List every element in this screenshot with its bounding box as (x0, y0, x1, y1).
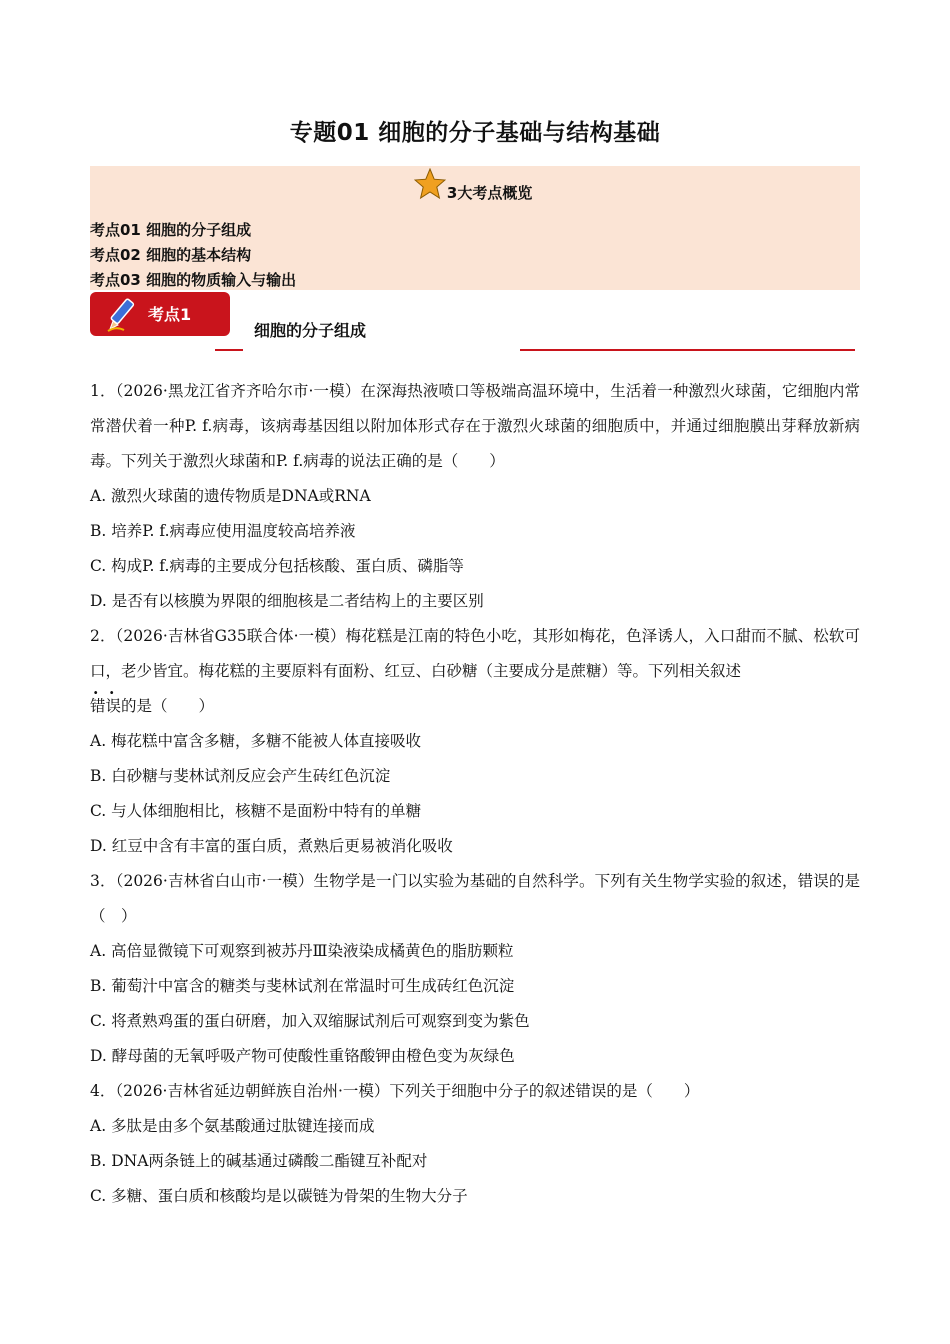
question-option: A. 梅花糕中富含多糖，多糖不能被人体直接吸收 (90, 732, 422, 750)
overview-item[interactable]: 考点03 细胞的物质输入与输出 (90, 271, 297, 289)
overview-heading-text: 3大考点概览 (446, 183, 533, 202)
overview-item[interactable]: 考点02 细胞的基本结构 (90, 246, 252, 264)
question-option: C. 将煮熟鸡蛋的蛋白研磨，加入双缩脲试剂后可观察到变为紫色 (90, 1012, 530, 1030)
question-stem-tail: 错误的是（ ） (90, 697, 215, 715)
question-option: C. 构成P. f.病毒的主要成分包括核酸、蛋白质、磷脂等 (90, 557, 464, 575)
question-option: A. 激烈火球菌的遗传物质是DNA或RNA (90, 487, 371, 505)
question-stem: 2．（2026·吉林省G35联合体·一模）梅花糕是江南的特色小吃，其形如梅花，色泽诱人，入口甜而不腻、松软可口，老少皆宜。梅花糕的主要原料有面粉、红豆、白砂糖（主要成分是蔗糖）等。下列相关叙述 (90, 627, 860, 680)
question-option: B. 葡萄汁中富含的糖类与斐林试剂在常温时可生成砖红色沉淀 (90, 977, 515, 995)
overview-box (90, 166, 860, 290)
question-stem: 4．（2026·吉林省延边朝鲜族自治州·一模）下列关于细胞中分子的叙述错误的是（ ） (90, 1082, 700, 1100)
pencil-icon (104, 296, 142, 334)
emphasis-dot: . (93, 679, 99, 698)
question-option: B. DNA两条链上的碱基通过磷酸二酯键互补配对 (90, 1152, 428, 1170)
question-option: D. 是否有以核膜为界限的细胞核是二者结构上的主要区别 (90, 592, 484, 610)
question-stem: 1．（2026·黑龙江省齐齐哈尔市·一模）在深海热液喷口等极端高温环境中，生活着一种激烈火球菌，它细胞内常常潜伏着一种P. f.病毒，该病毒基因组以附加体形式存在于激烈火球菌的细胞质中，并通过细胞膜出芽释放新病毒。下列关于激烈火球菌和P. f.病毒的说法正确的是（ ） (90, 382, 860, 470)
overview-heading (90, 168, 860, 200)
question-option: B. 培养P. f.病毒应使用温度较高培养液 (90, 522, 356, 540)
question-stem: 3．（2026·吉林省白山市·一模）生物学是一门以实验为基础的自然科学。下列有关生物学实验的叙述，错误的是（ ） (90, 872, 860, 925)
divider (215, 349, 243, 351)
section-title: 细胞的分子组成 (254, 321, 367, 340)
question-option: A. 多肽是由多个氨基酸通过肽键连接而成 (90, 1117, 375, 1135)
page-title: 专题01 细胞的分子基础与结构基础 (289, 120, 661, 146)
question-list (90, 374, 860, 1214)
question-stem-emphasis (90, 679, 860, 724)
question-option: D. 红豆中含有丰富的蛋白质，煮熟后更易被消化吸收 (90, 837, 453, 855)
question-option: C. 与人体细胞相比，核糖不是面粉中特有的单糖 (90, 802, 422, 820)
overview-item[interactable]: 考点01 细胞的分子组成 (90, 221, 252, 239)
question-option: C. 多糖、蛋白质和核酸均是以碳链为骨架的生物大分子 (90, 1187, 468, 1205)
section-badge-label: 考点1 (148, 305, 192, 324)
question-option: A. 高倍显微镜下可观察到被苏丹Ⅲ染液染成橘黄色的脂肪颗粒 (90, 942, 514, 960)
question-option: B. 白砂糖与斐林试剂反应会产生砖红色沉淀 (90, 767, 391, 785)
divider (520, 349, 855, 351)
question-option: D. 酵母菌的无氧呼吸产物可使酸性重铬酸钾由橙色变为灰绿色 (90, 1047, 515, 1065)
emphasis-dot: . (109, 679, 115, 698)
overview-list (90, 218, 296, 293)
section-badge (90, 292, 230, 336)
star-icon (414, 168, 446, 200)
